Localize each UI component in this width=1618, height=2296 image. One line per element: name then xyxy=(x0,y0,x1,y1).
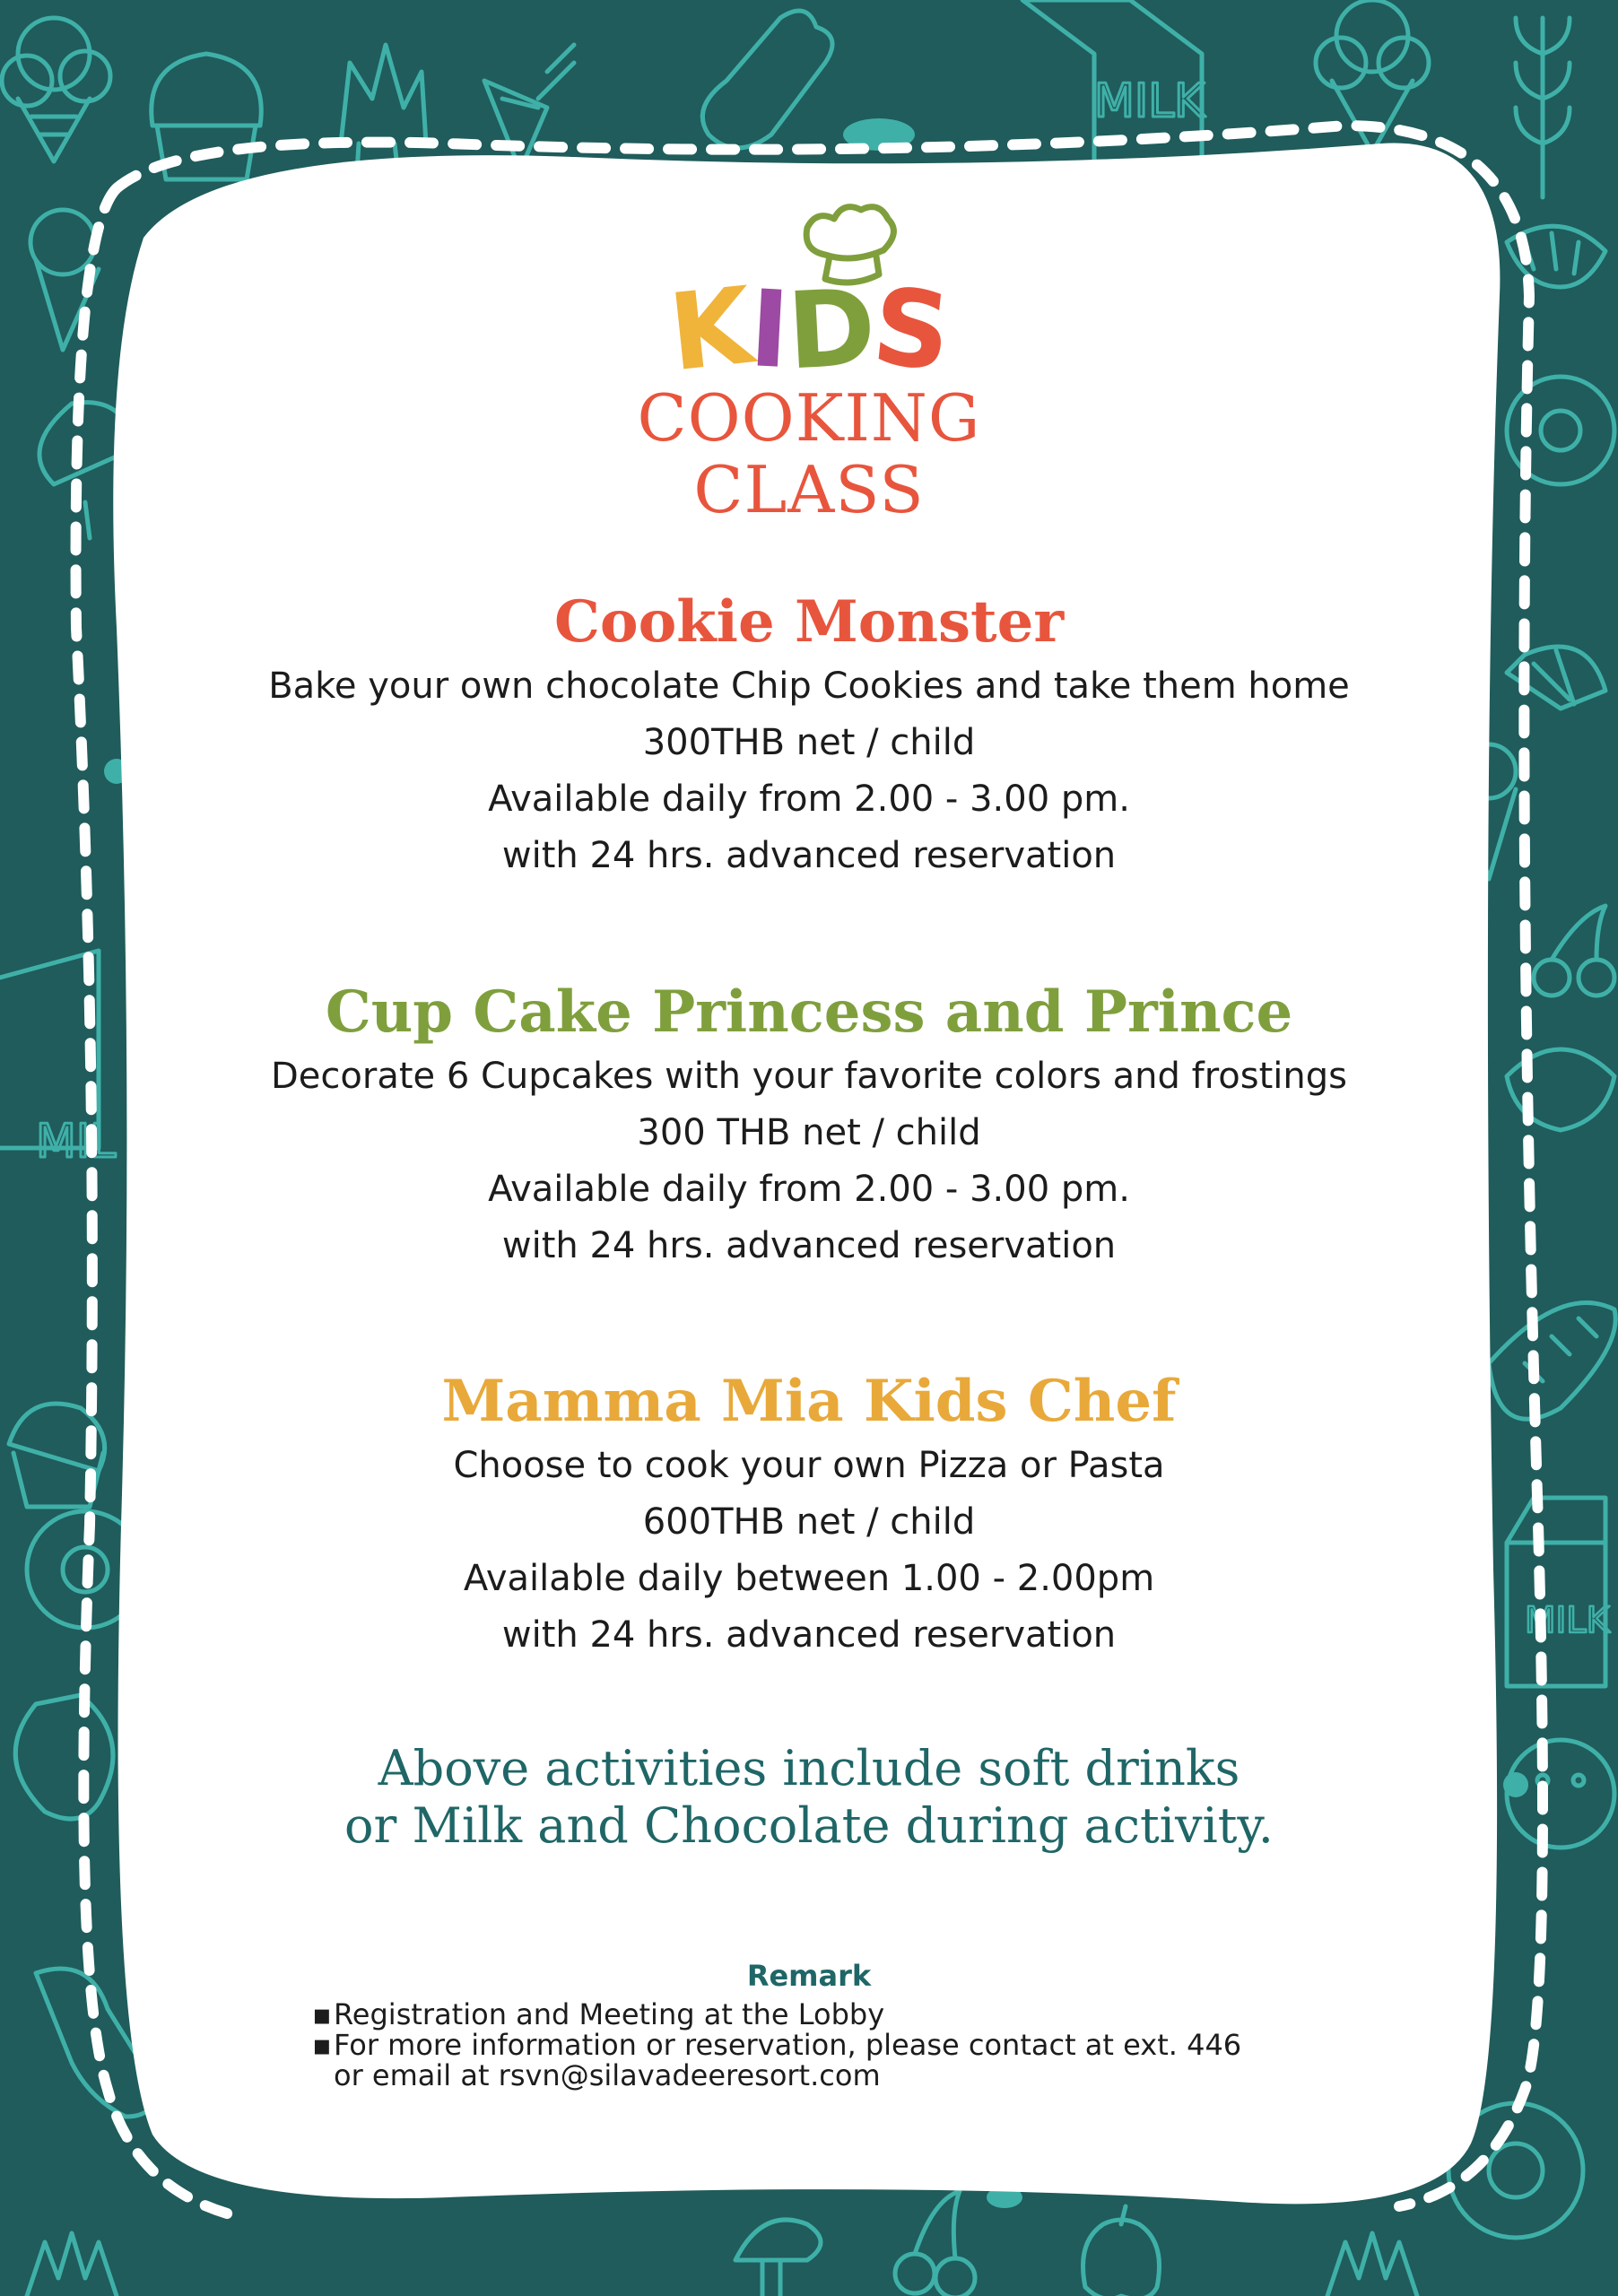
note-line-1: Above activities include soft drinks xyxy=(378,1740,1240,1796)
class-section-cup-cake xyxy=(179,977,1439,1274)
note-line-2: or Milk and Chocolate during activity. xyxy=(344,1797,1274,1854)
class-reservation-note: with 24 hrs. advanced reservation xyxy=(501,1225,1117,1266)
remark-list xyxy=(305,1999,1381,2091)
class-title: Cookie Monster xyxy=(553,588,1065,656)
class-reservation-note: with 24 hrs. advanced reservation xyxy=(501,1614,1117,1656)
remark-item xyxy=(305,1999,1381,2030)
logo-class-text: CLASS xyxy=(693,452,925,527)
remark-item-text: For more information or reservation, please contact at ext. 446 xyxy=(334,2028,1242,2062)
class-section-cookie-monster xyxy=(179,587,1439,884)
included-drinks-note xyxy=(179,1740,1439,1855)
logo-letter-d: D xyxy=(784,265,877,394)
class-price: 300THB net / child xyxy=(642,722,976,763)
remark-email-line: or email at rsvn@silavadeeresort.com xyxy=(334,2058,881,2092)
logo-letter-i: I xyxy=(746,265,791,393)
logo-cooking-text: COOKING xyxy=(637,380,981,456)
class-schedule: Available daily between 1.00 - 2.00pm xyxy=(463,1558,1155,1599)
class-schedule: Available daily from 2.00 - 3.00 pm. xyxy=(488,1169,1130,1210)
logo-kids-word xyxy=(657,263,961,396)
remark-heading: Remark xyxy=(746,1959,872,1993)
class-title: Mamma Mia Kids Chef xyxy=(441,1368,1177,1435)
kids-cooking-class-logo xyxy=(630,199,988,531)
class-description: Choose to cook your own Pizza or Pasta xyxy=(453,1445,1165,1486)
class-description: Bake your own chocolate Chip Cookies and take them home xyxy=(268,665,1350,707)
class-price: 600THB net / child xyxy=(642,1501,976,1543)
class-schedule: Available daily from 2.00 - 3.00 pm. xyxy=(488,778,1130,820)
svg-text:MILK: MILK xyxy=(1525,1600,1610,1641)
remark-item xyxy=(305,2030,1381,2060)
class-price: 300 THB net / child xyxy=(637,1112,981,1153)
class-section-mamma-mia xyxy=(179,1366,1439,1664)
remark-item-text: Registration and Meeting at the Lobby xyxy=(334,1997,885,2031)
class-description: Decorate 6 Cupcakes with your favorite colors and frostings xyxy=(271,1056,1347,1097)
logo-letter-k: K xyxy=(663,263,757,396)
svg-text:MIL: MIL xyxy=(36,1115,117,1169)
bullet-icon: ▪ xyxy=(312,2028,332,2062)
svg-text:MILK: MILK xyxy=(1094,74,1205,128)
class-reservation-note: with 24 hrs. advanced reservation xyxy=(501,835,1117,876)
class-title: Cup Cake Princess and Prince xyxy=(325,978,1293,1046)
bullet-icon: ▪ xyxy=(312,1997,332,2031)
logo-letter-s: S xyxy=(867,264,955,395)
